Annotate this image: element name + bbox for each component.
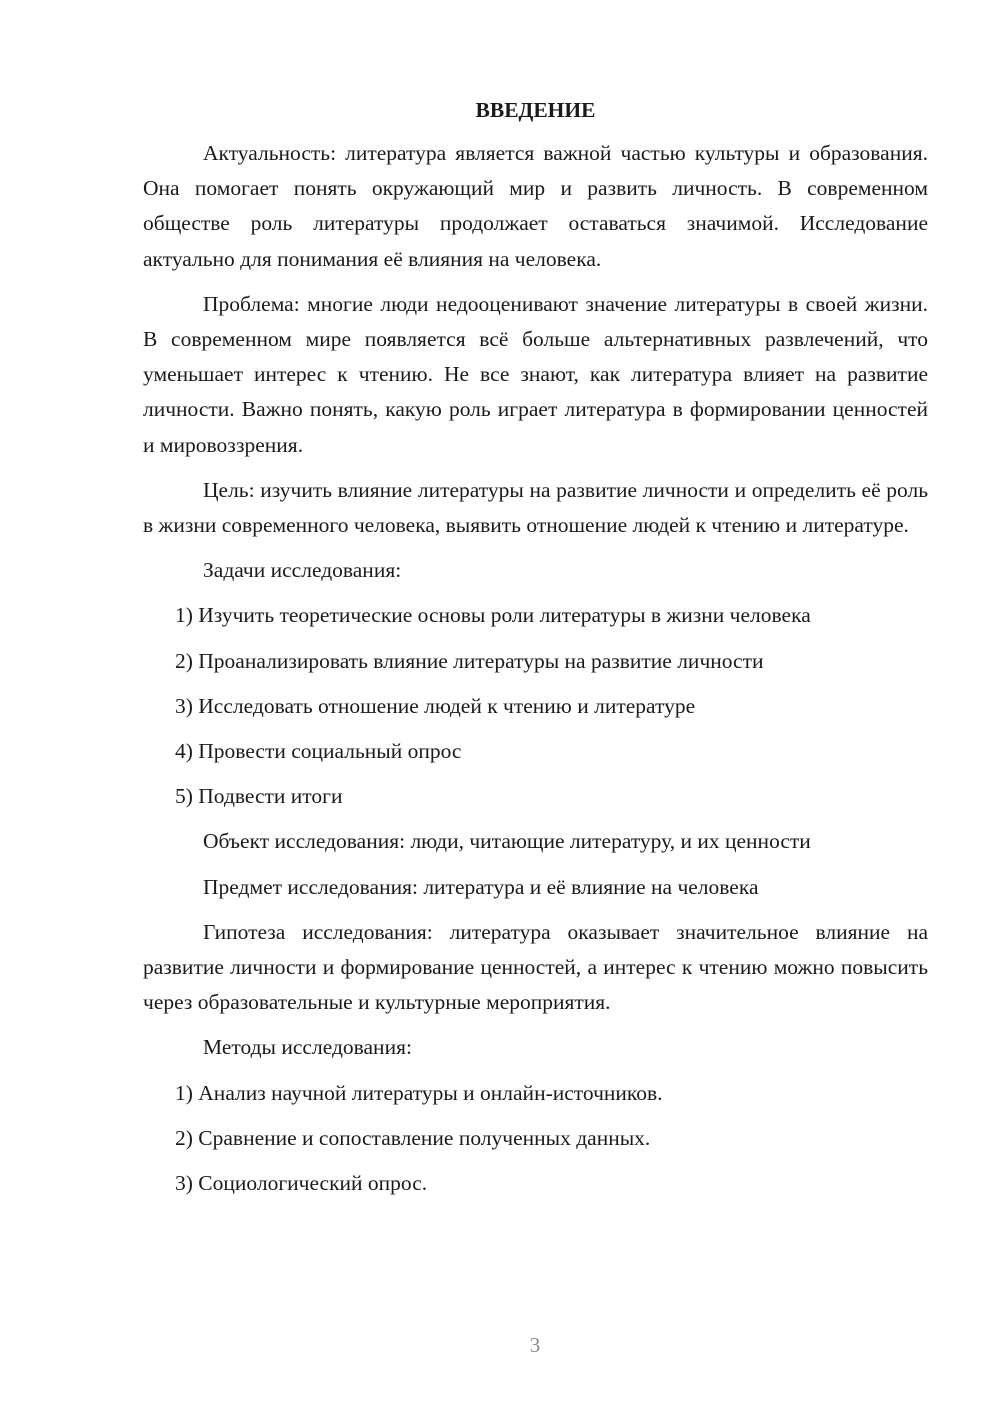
methods-heading: Методы исследования: (203, 1035, 412, 1060)
relevance-paragraph: Актуальность: литература является важной частью культуры и образования. Она помогает понять окружающий мир и развить личность. В современном обществе роль литературы продолжает оставаться значимой. Исследование актуально для понимания её влияния на человека. (143, 141, 928, 271)
subject-line: Предмет исследования: литература и её влияние на человека (203, 874, 759, 899)
task-item: 2) Проанализировать влияние литературы на развитие личности (175, 648, 764, 673)
task-item: 5) Подвести итоги (175, 784, 343, 809)
document-body (143, 92, 928, 1211)
method-item: 1) Анализ научной литературы и онлайн-источников. (175, 1080, 663, 1105)
methods-list (143, 1076, 928, 1202)
problem-paragraph: Проблема: многие люди недооценивают значение литературы в своей жизни. В современном мире появляется всё больше альтернативных развлечений, что уменьшает интерес к чтению. Не все знают, как литература влияет на развитие личности. Важно понять, какую роль играет литература в формировании ценностей и мировоззрения. (143, 291, 928, 457)
object-line: Объект исследования: люди, читающие литературу, и их ценности (203, 829, 811, 854)
tasks-heading: Задачи исследования: (203, 558, 402, 583)
method-item: 3) Социологический опрос. (175, 1171, 428, 1196)
goal-paragraph: Цель: изучить влияние литературы на развитие личности и определить её роль в жизни современного человека, выявить отношение людей к чтению и литературе. (143, 477, 928, 538)
method-item: 2) Сравнение и сопоставление полученных данных. (175, 1125, 651, 1150)
hypothesis-paragraph: Гипотеза исследования: литература оказывает значительное влияние на развитие личности и формирование ценностей, а интерес к чтению можно повысить через образовательные и культурные мероприятия. (143, 919, 928, 1015)
page-number: 3 (529, 1333, 541, 1357)
task-item: 4) Провести социальный опрос (175, 739, 462, 764)
task-item: 1) Изучить теоретические основы роли литературы в жизни человека (175, 603, 811, 628)
section-title: ВВЕДЕНИЕ (475, 98, 596, 122)
tasks-list (143, 598, 928, 814)
task-item: 3) Исследовать отношение людей к чтению и литературе (175, 693, 696, 718)
